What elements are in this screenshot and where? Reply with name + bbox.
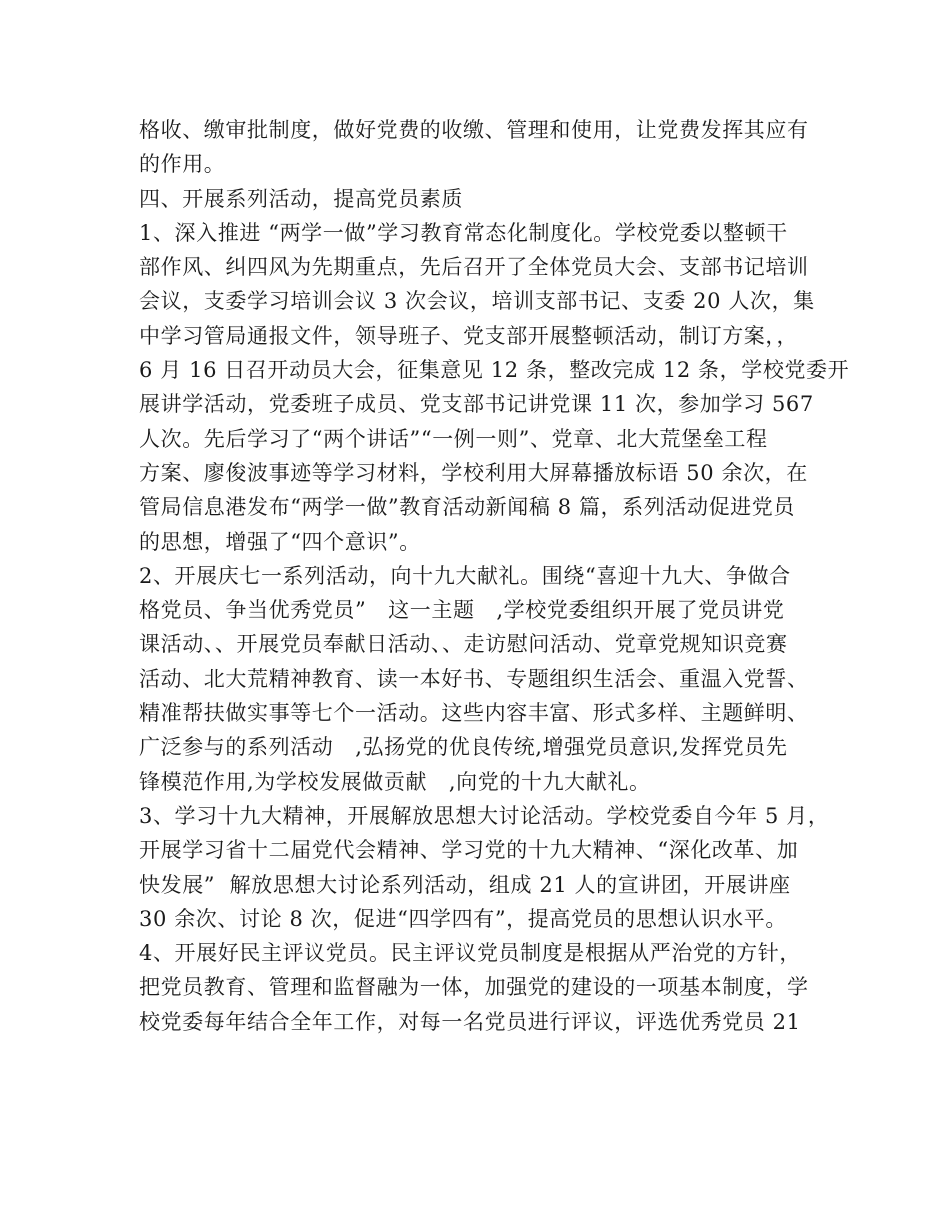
text-line: 校党委每年结合全年工作，对每一名党员进行评议，评选优秀党员 21 xyxy=(139,1009,801,1034)
text-line: 展讲学活动，党委班子成员、党支部书记讲党课 11 次，参加学习 567 xyxy=(139,392,814,417)
section-heading: 四、开展系列活动，提高党员素质 xyxy=(139,186,463,211)
text-line: 把党员教育、管理和监督融为一体，加强党的建设的一项基本制度，学 xyxy=(139,975,809,1000)
text-line: 课活动、、开展党员奉献日活动、、走访慰问活动、党章党规知识竞赛 xyxy=(139,632,788,657)
text-line: 会议，支委学习培训会议 3 次会议，培训支部书记、支委 20 人次，集 xyxy=(139,289,815,314)
text-line: 快发展” 解放思想大讨论系列活动，组成 21 人的宣讲团，开展讲座 xyxy=(139,872,791,897)
text-line: 格党员、争当优秀党员” 这一主题 ,学校党委组织开展了党员讲党 xyxy=(139,598,785,623)
text-line: 4、开展好民主评议党员。民主评议党员制度是根据从严治党的方针， xyxy=(139,941,801,966)
text-line: 1、深入推进 “两学一做”学习教育常态化制度化。学校党委以整顿干 xyxy=(139,220,788,245)
text-line: 精准帮扶做实事等七个一活动。这些内容丰富、形式多样、主题鲜明、 xyxy=(139,701,809,726)
text-line: 管局信息港发布“两学一做”教育活动新闻稿 8 篇，系列活动促进党员 xyxy=(139,495,795,520)
text-line: 3、学习十九大精神，开展解放思想大讨论活动。学校党委自今年 5 月， xyxy=(139,803,830,828)
text-line: 6 月 16 日召开动员大会，征集意见 12 条，整改完成 12 条，学校党委开 xyxy=(139,358,850,383)
text-line: 开展学习省十二届党代会精神、学习党的十九大精神、“深化改革、加 xyxy=(139,838,799,863)
text-line: 锋模范作用,为学校发展做贡献 ,向党的十九大献礼。 xyxy=(139,769,651,794)
text-line: 格收、缴审批制度，做好党费的收缴、管理和使用，让党费发挥其应有 xyxy=(139,118,809,142)
text-line: 活动、北大荒精神教育、读一本好书、专题组织生活会、重温入党誓、 xyxy=(139,666,809,691)
text-line: 2、开展庆七一系列活动，向十九大献礼。围绕“喜迎十九大、争做合 xyxy=(139,563,791,588)
text-line: 部作风、纠四风为先期重点，先后召开了全体党员大会、支部书记培训 xyxy=(139,255,809,280)
text-line: 广泛参与的系列活动 ,弘扬党的优良传统,增强党员意识,发挥党员先 xyxy=(139,735,788,760)
text-line: 的思想，增强了“四个意识”。 xyxy=(139,529,421,554)
text-line: 的作用。 xyxy=(139,152,226,177)
text-line: 30 余次、讨论 8 次，促进“四学四有”，提高党员的思想认识水平。 xyxy=(139,906,787,931)
text-line: 方案、廖俊波事迹等学习材料，学校利用大屏幕播放标语 50 余次，在 xyxy=(139,460,808,485)
document-body xyxy=(139,113,850,1039)
text-line: 中学习管局通报文件，领导班子、党支部开展整顿活动，制订方案，， xyxy=(139,323,799,348)
text-line: 人次。先后学习了“两个讲话”“一例一则”、党章、北大荒堡垒工程 xyxy=(139,426,768,451)
